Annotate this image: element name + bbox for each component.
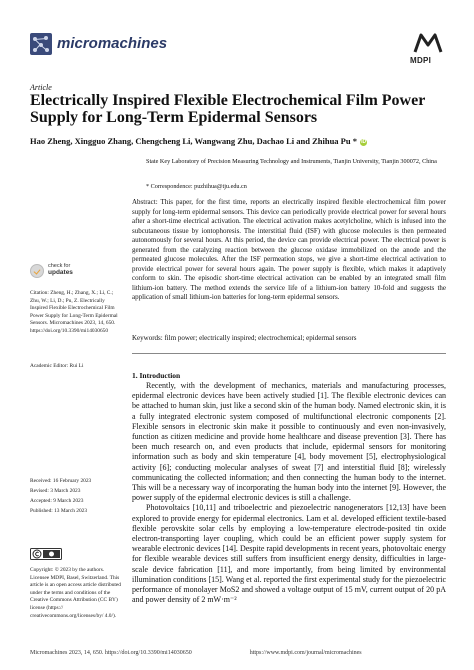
accepted-date: Accepted: 9 March 2023: [30, 498, 84, 504]
article-title: Electrically Inspired Flexible Electrochemical Film Power Supply for Long-Term Epidermal Sensors: [30, 92, 426, 126]
paragraph-1: Recently, with the development of mechanics, materials and manufacturing processes, epidermal electronic devices have been actively studied [1]. The flexible electronic devices can be attached to human skin, just like a second skin of the human body. Named electronic skin, it is a fully integrated electronic system composed of multifunctional electronic components [2]. Flexible sensors in electronic skin make it possible to continuously and even non-invasively, function as citizen medicine and provide home healthcare and disease prevention [3]. There has been much research on, and even products that include, epidermal sensors for monitoring information such as body and skin temperature [4], body movement [5], electrophysiological activity [6]; conducting molecular analyses of sweat [7] and interstitial fluid [8]; wirelessly communicating the collected information; and then connecting the human body to the internet. This will be a necessary way of incorporating the human body into the internet [9]. However, the power supply of the epidermal electronic devices is still a challenge.: [132, 381, 446, 503]
check-updates-top-text: check for: [48, 263, 71, 269]
received-date: Received: 16 February 2023: [30, 478, 92, 484]
academic-editor: Academic Editor: Rui Li: [30, 363, 84, 369]
check-updates-label: [48, 263, 73, 276]
footer-journal-url[interactable]: https://www.mdpi.com/journal/micromachines: [249, 650, 362, 656]
copyright-notice: Copyright: © 2023 by the authors. Licensee MDPI, Basel, Switzerland. This article is an open access article distributed under the terms and conditions of the Creative Commons Attribution (CC BY) license (https:// creativecommons.org/licenses/by/ 4.0/).: [30, 567, 122, 619]
check-for-updates-button[interactable]: [30, 263, 100, 281]
correspondence[interactable]: * Correspondence: puzhihua@tju.edu.cn: [146, 183, 247, 190]
keywords: Keywords: film power; electrically inspired; electrochemical; epidermal sensors: [132, 334, 357, 342]
footer-citation[interactable]: Micromachines 2023, 14, 650. https://doi.org/10.3390/mi14030650: [30, 650, 192, 656]
check-updates-icon: [30, 264, 44, 278]
journal-logo: [30, 33, 52, 55]
divider: [132, 353, 446, 354]
authors-text[interactable]: Hao Zheng, Xingguo Zhang, Chengcheng Li, Wangwang Zhu, Dachao Li and Zhihua Pu *: [30, 136, 357, 146]
published-date: Published: 13 March 2023: [30, 508, 88, 514]
revised-date: Revised: 3 March 2023: [30, 488, 81, 494]
paragraph-2: Photovoltaics [10,11] and triboelectric and piezoelectric nanogenerators [12,13] have been explored to provide energy for epidermal electronics. Lam et al. developed efficient textile-based flexible perovskite solar cells by employing a low-temperature electrode-posited tin oxide electron-transporting layer coupling, which could be an efficient power supply system for wearable electronic devices [14]. Despite rapid developments in recent years, photovoltaic energy for flexible wearable devices still suffers from insufficient energy density, difficulties in large-scale device fabrication [11], and more importantly, from being limited by environmental illumination conditions [15]. Wang et al. reported the first experimental study for the piezoelectric performance of monolayer MoS2 and showed a voltage output of 15 mV, current output of 20 pA and power density of 2 mW·m⁻²: [132, 503, 446, 605]
citation[interactable]: Citation: Zheng, H.; Zhang, X.; Li, C.; Zhu, W.; Li, D.; Pu, Z. Electrically Inspired Flexible Electrochemical Film Power Supply for Long-Term Epidermal Sensors. Micromachines 2023, 14, 650. https://doi.org/10.3390/mi14030650: [30, 290, 118, 334]
footer: [30, 650, 362, 656]
article-type: Article: [30, 83, 52, 92]
check-updates-bottom-text: updates: [48, 268, 73, 276]
body-text: [132, 381, 446, 605]
section-heading: 1. Introduction: [132, 371, 181, 380]
journal-name[interactable]: micromachines: [57, 35, 168, 52]
author-list: [30, 136, 450, 147]
abstract: Abstract: This paper, for the first time, reports an electrically inspired flexible electrochemical film power supply for long-term epidermal sensors. This device can periodically provide electrical power for several hours after a short-time electrical activation. The electrical activation makes acetylcholine, which is infused into the subcutaneous tissue by iontophoresis. The interstitial fluid (ISF) with glucose molecules is then permeated autonomously for several hours. At this period, the device can provide electrical power. The electrical power is generated from the catalyzing reaction between the glucose oxidase immobilized on the anode and the permeated glucose molecules. After the ISF permeation stops, we give a short-time electrical activation to provide electrical power for several hours again. The power supply is flexible, which makes it adaptively conform to skin. The episodic short-time electrical activation can be enabled by an integrated small film lithium-ion battery. The method extends the service life of a lithium-ion battery 10-fold and suggests the application of small lithium-ion batteries for long-term epidermal sensors.: [132, 198, 446, 301]
mdpi-logo-icon[interactable]: [413, 32, 443, 54]
affiliation: State Key Laboratory of Precision Measuring Technology and Instruments, Tianjin University, Tianjin 300072, China: [146, 158, 437, 165]
orcid-icon[interactable]: iD: [361, 139, 367, 145]
cc-by-license-icon[interactable]: [30, 548, 62, 560]
publisher-name: MDPI: [410, 56, 432, 65]
